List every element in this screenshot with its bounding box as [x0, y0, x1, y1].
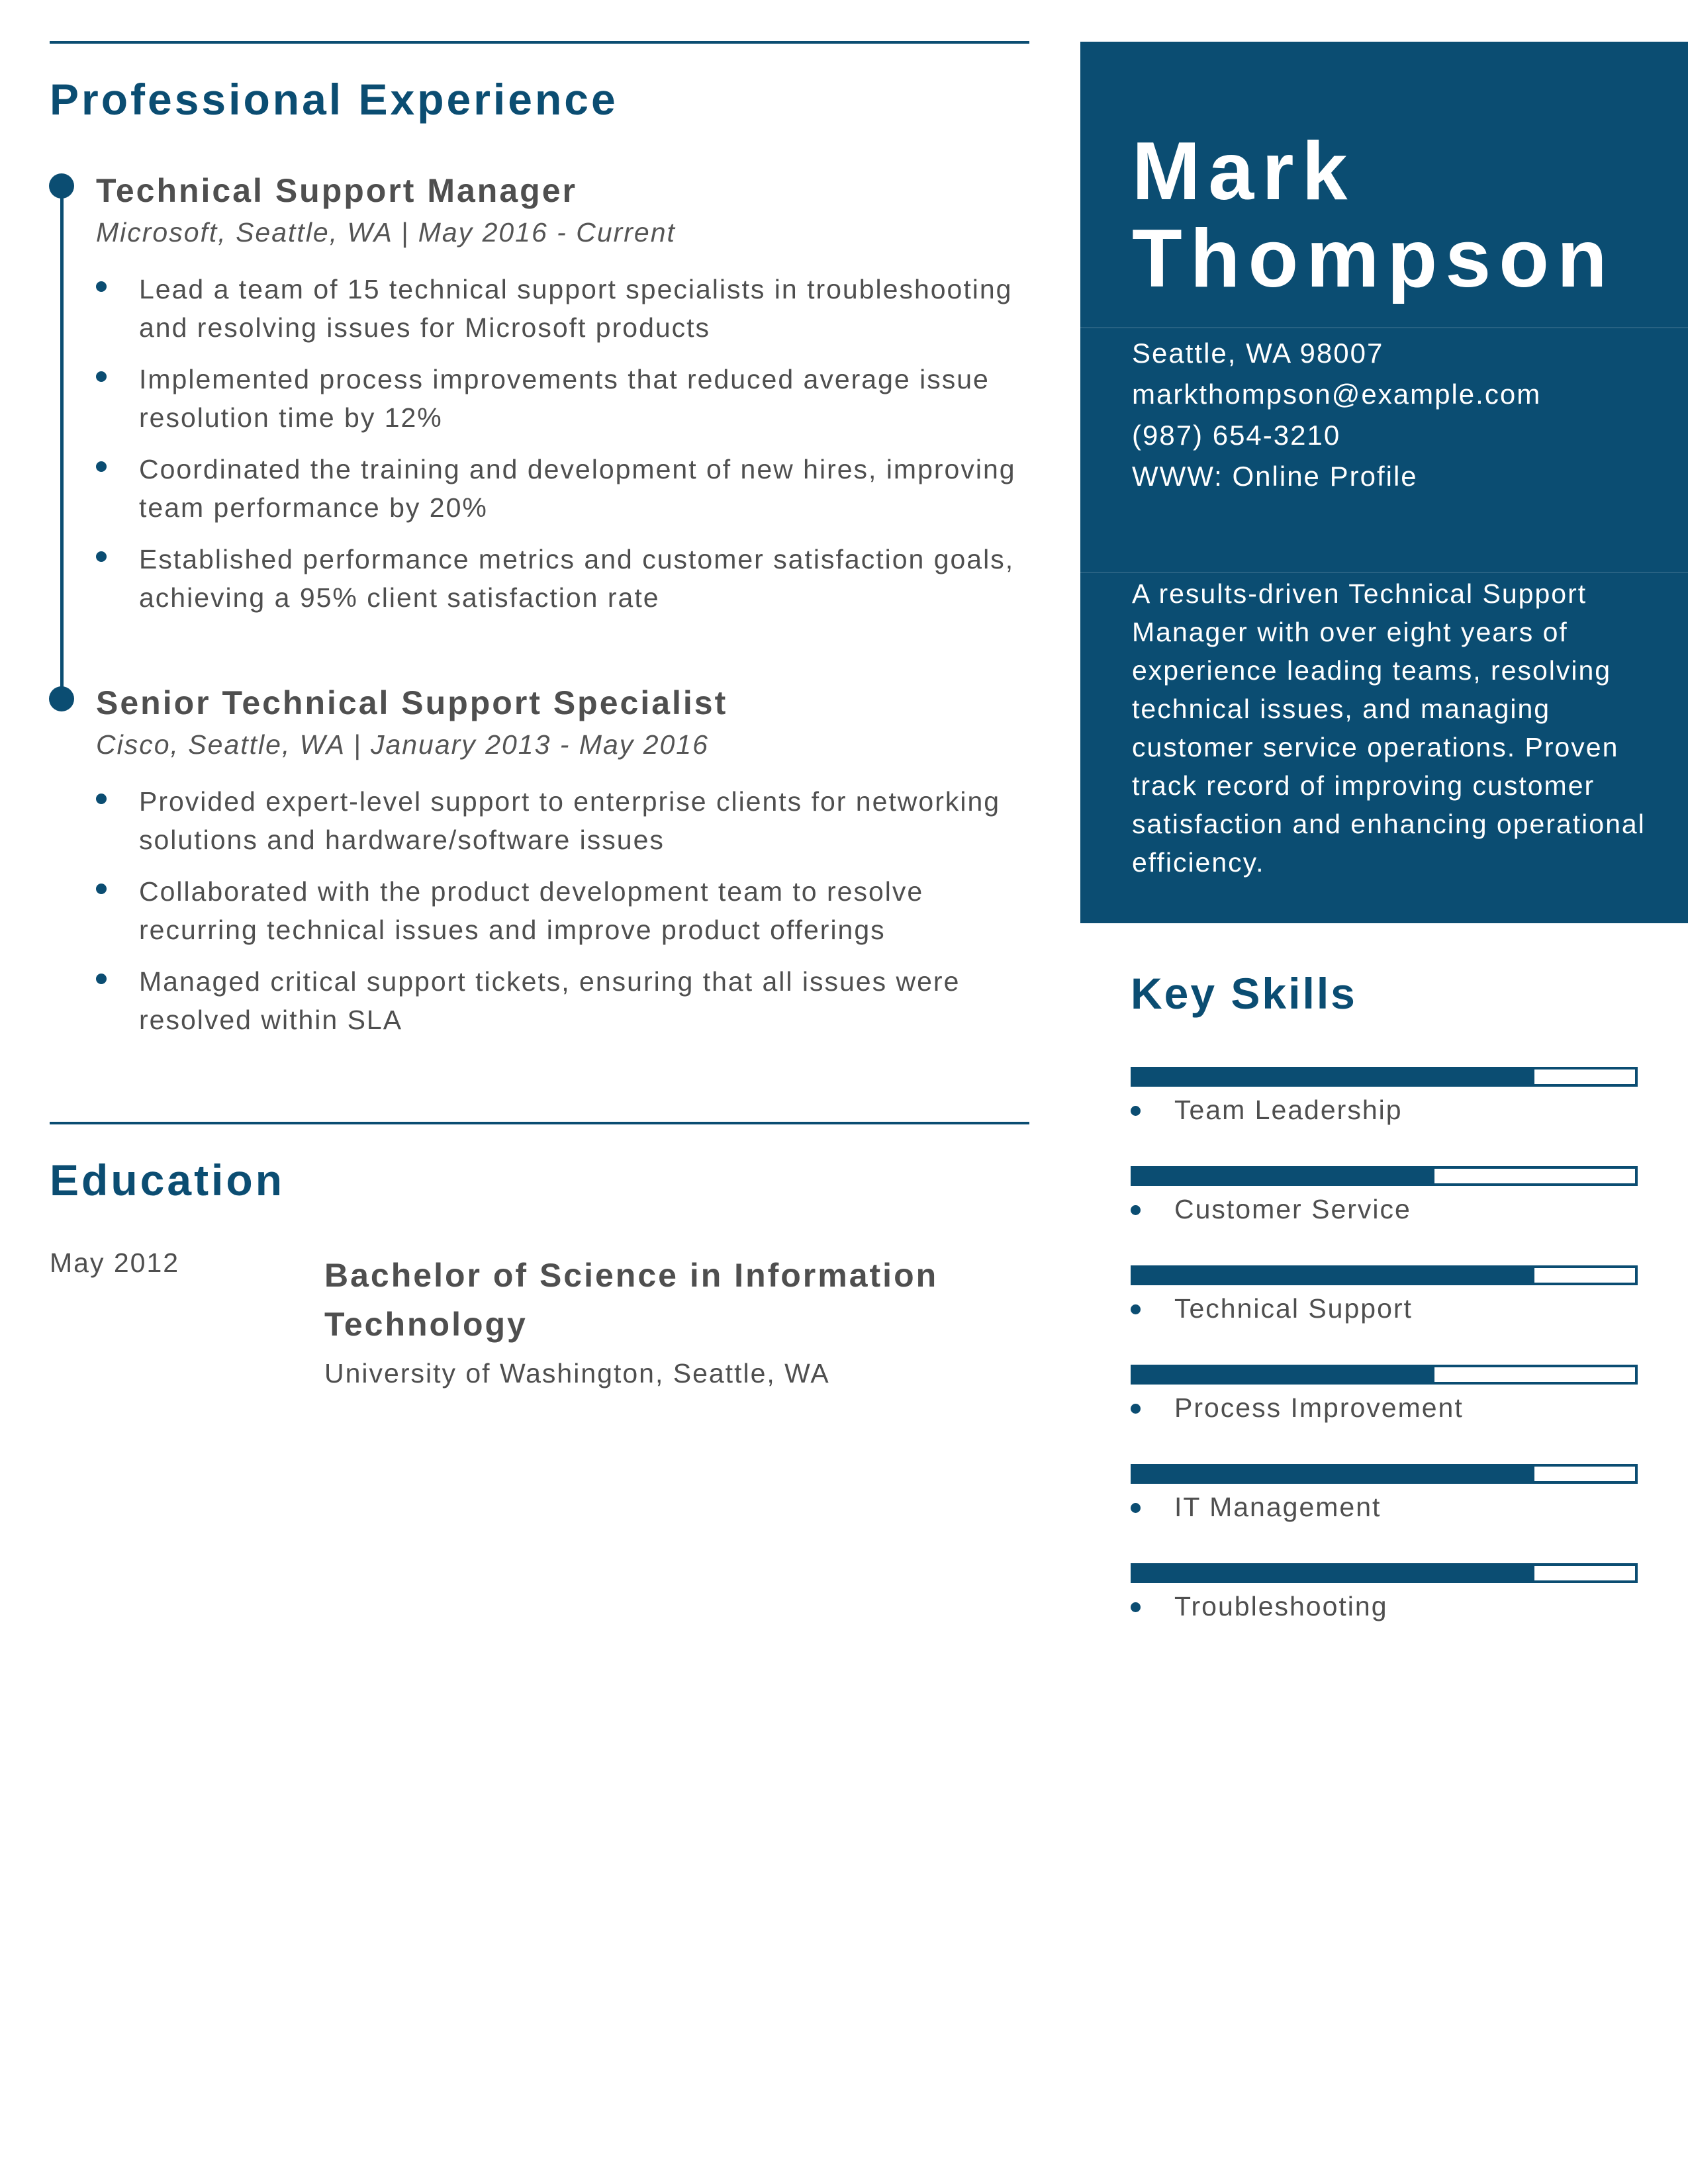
skill-label: Customer Service: [1174, 1194, 1411, 1224]
sidebar-panel: [1080, 42, 1688, 923]
education-rule: [50, 1122, 1029, 1124]
skill-bar-fill: [1133, 1268, 1534, 1283]
bullet-icon: [1131, 1404, 1141, 1414]
skill-item: [1131, 1464, 1638, 1550]
contact-block: [1132, 333, 1541, 497]
first-name: Mark: [1132, 126, 1356, 217]
bullet-item: Implemented process improvements that reduced average issue resolution time by 12%: [96, 360, 1036, 437]
skill-bar-fill: [1133, 1367, 1434, 1382]
bullet-icon: [1131, 1304, 1141, 1314]
sidebar-divider: [1080, 572, 1688, 573]
contact-phone[interactable]: (987) 654-3210: [1132, 420, 1341, 451]
timeline-dot: [49, 173, 74, 199]
contact-website[interactable]: WWW: Online Profile: [1132, 461, 1418, 492]
skill-item: [1131, 1166, 1638, 1252]
skill-bar: [1131, 1265, 1638, 1285]
bullet-item: Established performance metrics and customer satisfaction goals, achieving a 95% client satisfaction rate: [96, 540, 1036, 617]
profile-summary: A results-driven Technical Support Manager with over eight years of experience leading teams, resolving technical issues, and managing customer service operations. Proven track record of improving customer satisfaction and enhancing operational efficiency.: [1132, 578, 1646, 878]
bullet-icon: [1131, 1106, 1141, 1116]
skill-label: Technical Support: [1174, 1293, 1413, 1324]
bullet-item: Lead a team of 15 technical support specialists in troubleshooting and resolving issues for Microsoft products: [96, 270, 1036, 347]
skill-label: Process Improvement: [1174, 1392, 1464, 1423]
skill-bar: [1131, 1464, 1638, 1484]
skill-bar-fill: [1133, 1566, 1534, 1580]
timeline-line: [60, 182, 64, 698]
skill-label: Team Leadership: [1174, 1095, 1403, 1125]
job-bullets: [96, 270, 1036, 617]
education-date: May 2012: [50, 1248, 180, 1278]
skill-bar: [1131, 1365, 1638, 1385]
skill-label: Troubleshooting: [1174, 1591, 1388, 1621]
job-meta: Cisco, Seattle, WA | January 2013 - May 2016: [96, 729, 709, 760]
job-title: Senior Technical Support Specialist: [96, 684, 728, 721]
skill-bar-fill: [1133, 1069, 1534, 1084]
education-entry: [324, 1251, 1026, 1391]
bullet-item: Managed critical support tickets, ensuring that all issues were resolved within SLA: [96, 962, 1036, 1039]
last-name: Thompson: [1132, 213, 1615, 304]
bullet-item: Provided expert-level support to enterprise clients for networking solutions and hardware/software issues: [96, 782, 1036, 859]
bullet-icon: [1131, 1205, 1141, 1215]
skill-item: [1131, 1067, 1638, 1153]
job-bullets: [96, 782, 1036, 1039]
experience-heading: Professional Experience: [50, 75, 618, 124]
skill-bar-fill: [1133, 1467, 1534, 1481]
skill-bar: [1131, 1563, 1638, 1583]
timeline-dot: [49, 686, 74, 711]
contact-location: Seattle, WA 98007: [1132, 338, 1384, 369]
job-meta: Microsoft, Seattle, WA | May 2016 - Current: [96, 217, 676, 248]
bullet-icon: [1131, 1602, 1141, 1612]
skill-item: [1131, 1265, 1638, 1351]
bullet-icon: [1131, 1503, 1141, 1513]
bullet-item: Coordinated the training and development of new hires, improving team performance by 20%: [96, 450, 1036, 527]
education-degree: Bachelor of Science in Information Technology: [324, 1257, 939, 1343]
skill-bar: [1131, 1067, 1638, 1087]
skill-item: [1131, 1563, 1638, 1649]
top-rule: [50, 41, 1029, 44]
education-school: University of Washington, Seattle, WA: [324, 1358, 830, 1388]
education-heading: Education: [50, 1156, 285, 1205]
skill-item: [1131, 1365, 1638, 1451]
skills-heading: Key Skills: [1131, 969, 1357, 1018]
job-entry: [96, 171, 1036, 630]
contact-email[interactable]: markthompson@example.com: [1132, 379, 1542, 410]
sidebar-divider: [1080, 327, 1688, 328]
skill-bar-fill: [1133, 1169, 1434, 1183]
job-entry: [96, 683, 1036, 1052]
skill-bar: [1131, 1166, 1638, 1186]
skill-label: IT Management: [1174, 1492, 1382, 1522]
candidate-name: [1132, 128, 1615, 302]
job-title: Technical Support Manager: [96, 172, 577, 209]
bullet-item: Collaborated with the product development team to resolve recurring technical issues and improve product offerings: [96, 872, 1036, 949]
